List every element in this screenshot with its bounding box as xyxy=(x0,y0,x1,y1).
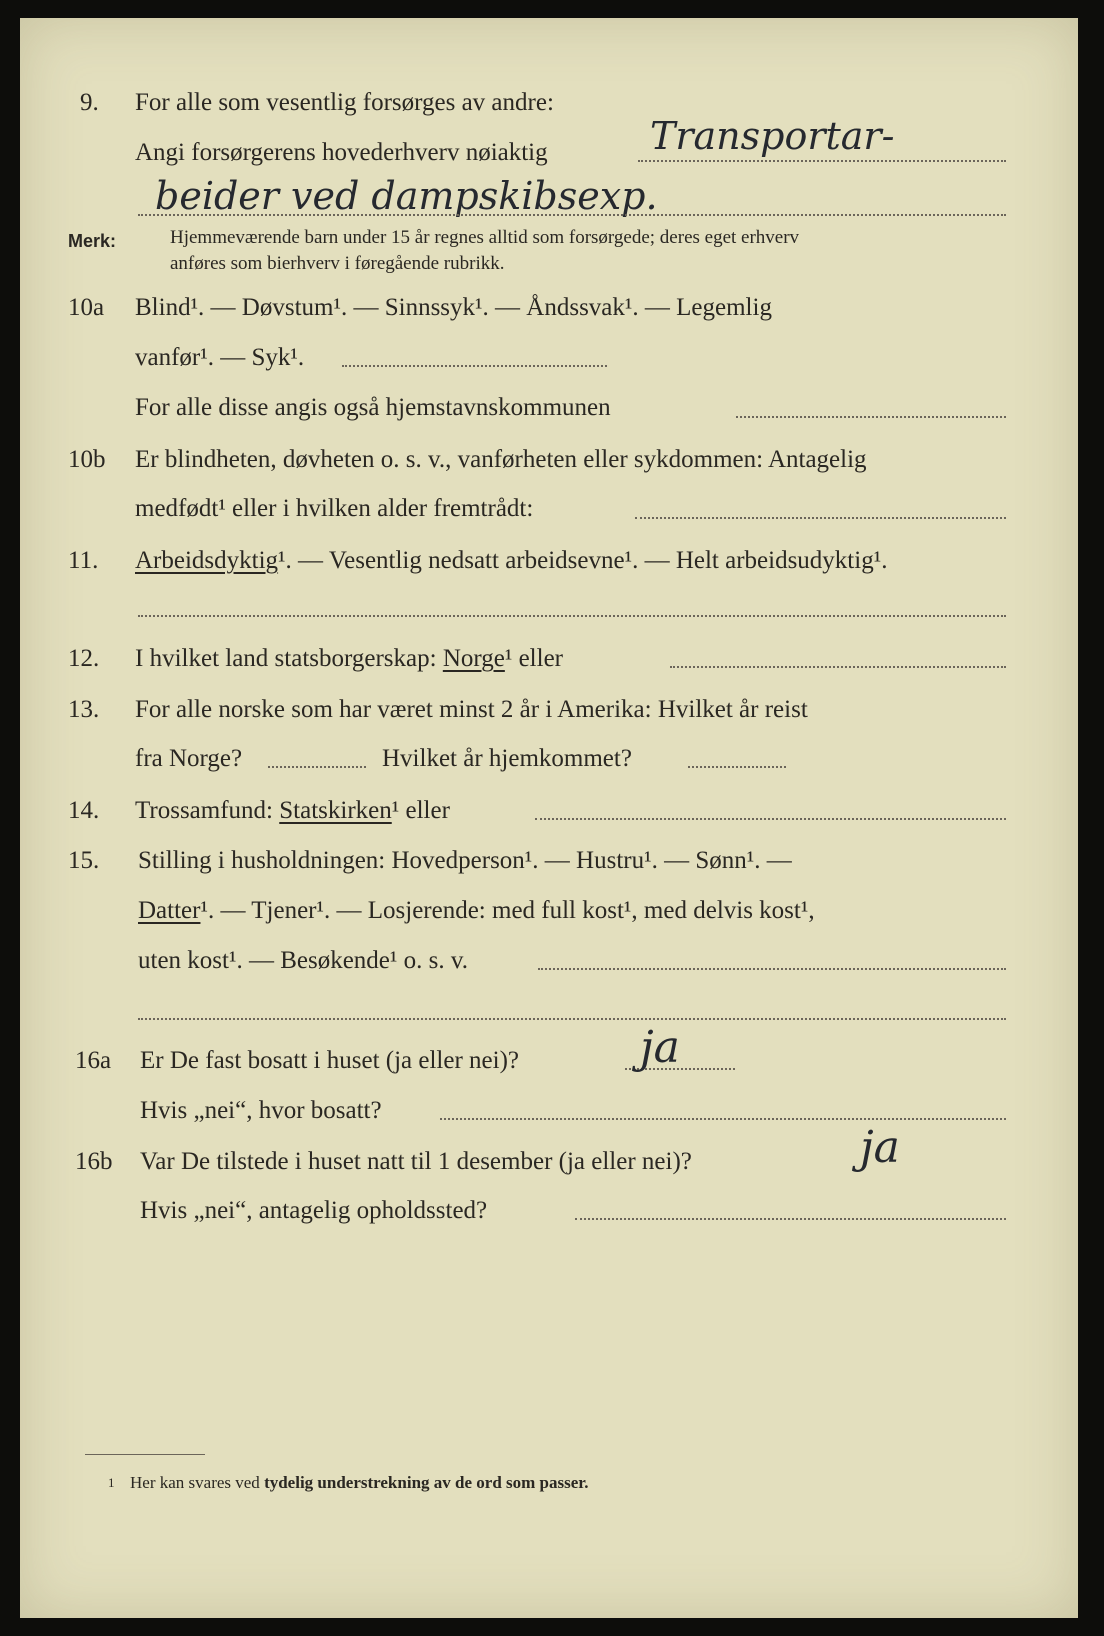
q15-number: 15. xyxy=(68,847,100,874)
q12-number: 12. xyxy=(68,645,100,672)
census-form-page xyxy=(20,18,1078,1618)
q12-prefix: I hvilket land statsborgerskap: xyxy=(135,645,437,672)
q10a-line1: Blind¹. — Døvstum¹. — Sinnssyk¹. — Åndssvak¹. — Legemlig xyxy=(135,294,772,321)
q15-extra-dots xyxy=(138,1018,1006,1020)
q16a-bosatt-dots xyxy=(440,1118,1006,1120)
q16b-line1: Var De tilstede i huset natt til 1 desember (ja eller nei)? xyxy=(140,1148,692,1175)
q15-line3: uten kost¹. — Besøkende¹ o. s. v. xyxy=(138,947,469,974)
q13-line2a: fra Norge? xyxy=(135,745,243,772)
q11-number: 11. xyxy=(68,547,99,574)
q12-suffix: ¹ eller xyxy=(504,645,563,672)
q16b-opholdssted-dots xyxy=(575,1218,1006,1220)
q9-line2: Angi forsørgerens hovederhverv nøiaktig xyxy=(135,139,548,166)
merk-line1: Hjemmeværende barn under 15 år regnes alltid som forsørgede; deres eget erhverv xyxy=(170,227,800,248)
q9-line1: For alle som vesentlig forsørges av andre: xyxy=(135,89,554,116)
q11-underlined-answer: Arbeidsdyktig xyxy=(135,547,279,574)
q9-handwritten-answer-2: beider ved dampskibsexp. xyxy=(155,174,658,218)
q10b-number: 10b xyxy=(68,446,106,473)
q10b-line2: medfødt¹ eller i hvilken alder fremtrådt: xyxy=(135,495,534,522)
q15-underlined-answer: Datter xyxy=(138,897,201,924)
q13-number: 13. xyxy=(68,696,100,723)
q9-answer-line2-dots xyxy=(138,214,1006,216)
q15-line1: Stilling i husholdningen: Hovedperson¹. — Hustru¹. — Sønn¹. — xyxy=(138,847,792,874)
q13-reist-dots xyxy=(268,766,366,768)
q14-underlined-answer: Statskirken xyxy=(279,797,392,824)
q13-hjemkommet-dots xyxy=(688,766,786,768)
q12-underlined-answer: Norge xyxy=(442,645,505,672)
q9-handwritten-answer-1: Transportar- xyxy=(650,114,895,158)
q9-number: 9. xyxy=(80,89,99,116)
q11-rest: ¹. — Vesentlig nedsatt arbeidsevne¹. — Helt arbeidsudyktig¹. xyxy=(278,547,888,574)
q14-prefix: Trossamfund: xyxy=(135,797,273,824)
q15-line3-dots xyxy=(538,968,1006,970)
q15-line2-rest: ¹. — Tjener¹. — Losjerende: med full kost¹, med delvis kost¹, xyxy=(200,897,815,924)
q12-dots xyxy=(670,666,1006,668)
q10a-line3: For alle disse angis også hjemstavnskommunen xyxy=(135,394,611,421)
q16b-number: 16b xyxy=(75,1148,113,1175)
q14-dots xyxy=(535,818,1006,820)
q16b-handwritten-answer: ja xyxy=(860,1122,900,1173)
q12-line xyxy=(135,644,563,674)
q11-dots xyxy=(138,615,1006,617)
q13-line1: For alle norske som har været minst 2 år i Amerika: Hvilket år reist xyxy=(135,696,808,723)
q16a-handwritten-answer: ja xyxy=(640,1022,680,1073)
q14-number: 14. xyxy=(68,797,100,824)
q16a-number: 16a xyxy=(75,1047,112,1074)
footnote-bold: tydelig understrekning av de ord som passer. xyxy=(264,1473,589,1492)
q14-line xyxy=(135,796,450,826)
q14-suffix: ¹ eller xyxy=(391,797,450,824)
q13-line2b: Hvilket år hjemkommet? xyxy=(382,745,632,772)
q9-answer-line1-dots xyxy=(638,160,1006,162)
q10b-dots xyxy=(635,517,1006,519)
q10a-hjemstavn-dots xyxy=(736,416,1006,418)
footnote-text xyxy=(130,1472,589,1494)
q16a-line2: Hvis „nei“, hvor bosatt? xyxy=(140,1097,382,1124)
footnote-plain: Her kan svares ved xyxy=(130,1473,260,1492)
q15-line2 xyxy=(138,896,815,926)
q16a-line1: Er De fast bosatt i huset (ja eller nei)? xyxy=(140,1047,520,1074)
q10b-line1: Er blindheten, døvheten o. s. v., vanførheten eller sykdommen: Antagelig xyxy=(135,446,867,473)
merk-label: Merk: xyxy=(68,231,117,251)
merk-line2: anføres som bierhverv i føregående rubrikk. xyxy=(170,253,505,274)
q10a-syk-dots xyxy=(342,365,607,367)
q10a-number: 10a xyxy=(68,294,105,321)
q16b-line2: Hvis „nei“, antagelig opholdssted? xyxy=(140,1197,488,1224)
footnote-mark: 1 xyxy=(108,1475,115,1490)
footnote-rule xyxy=(85,1454,205,1455)
q11-line xyxy=(135,546,887,576)
q10a-line2: vanfør¹. — Syk¹. xyxy=(135,344,305,371)
